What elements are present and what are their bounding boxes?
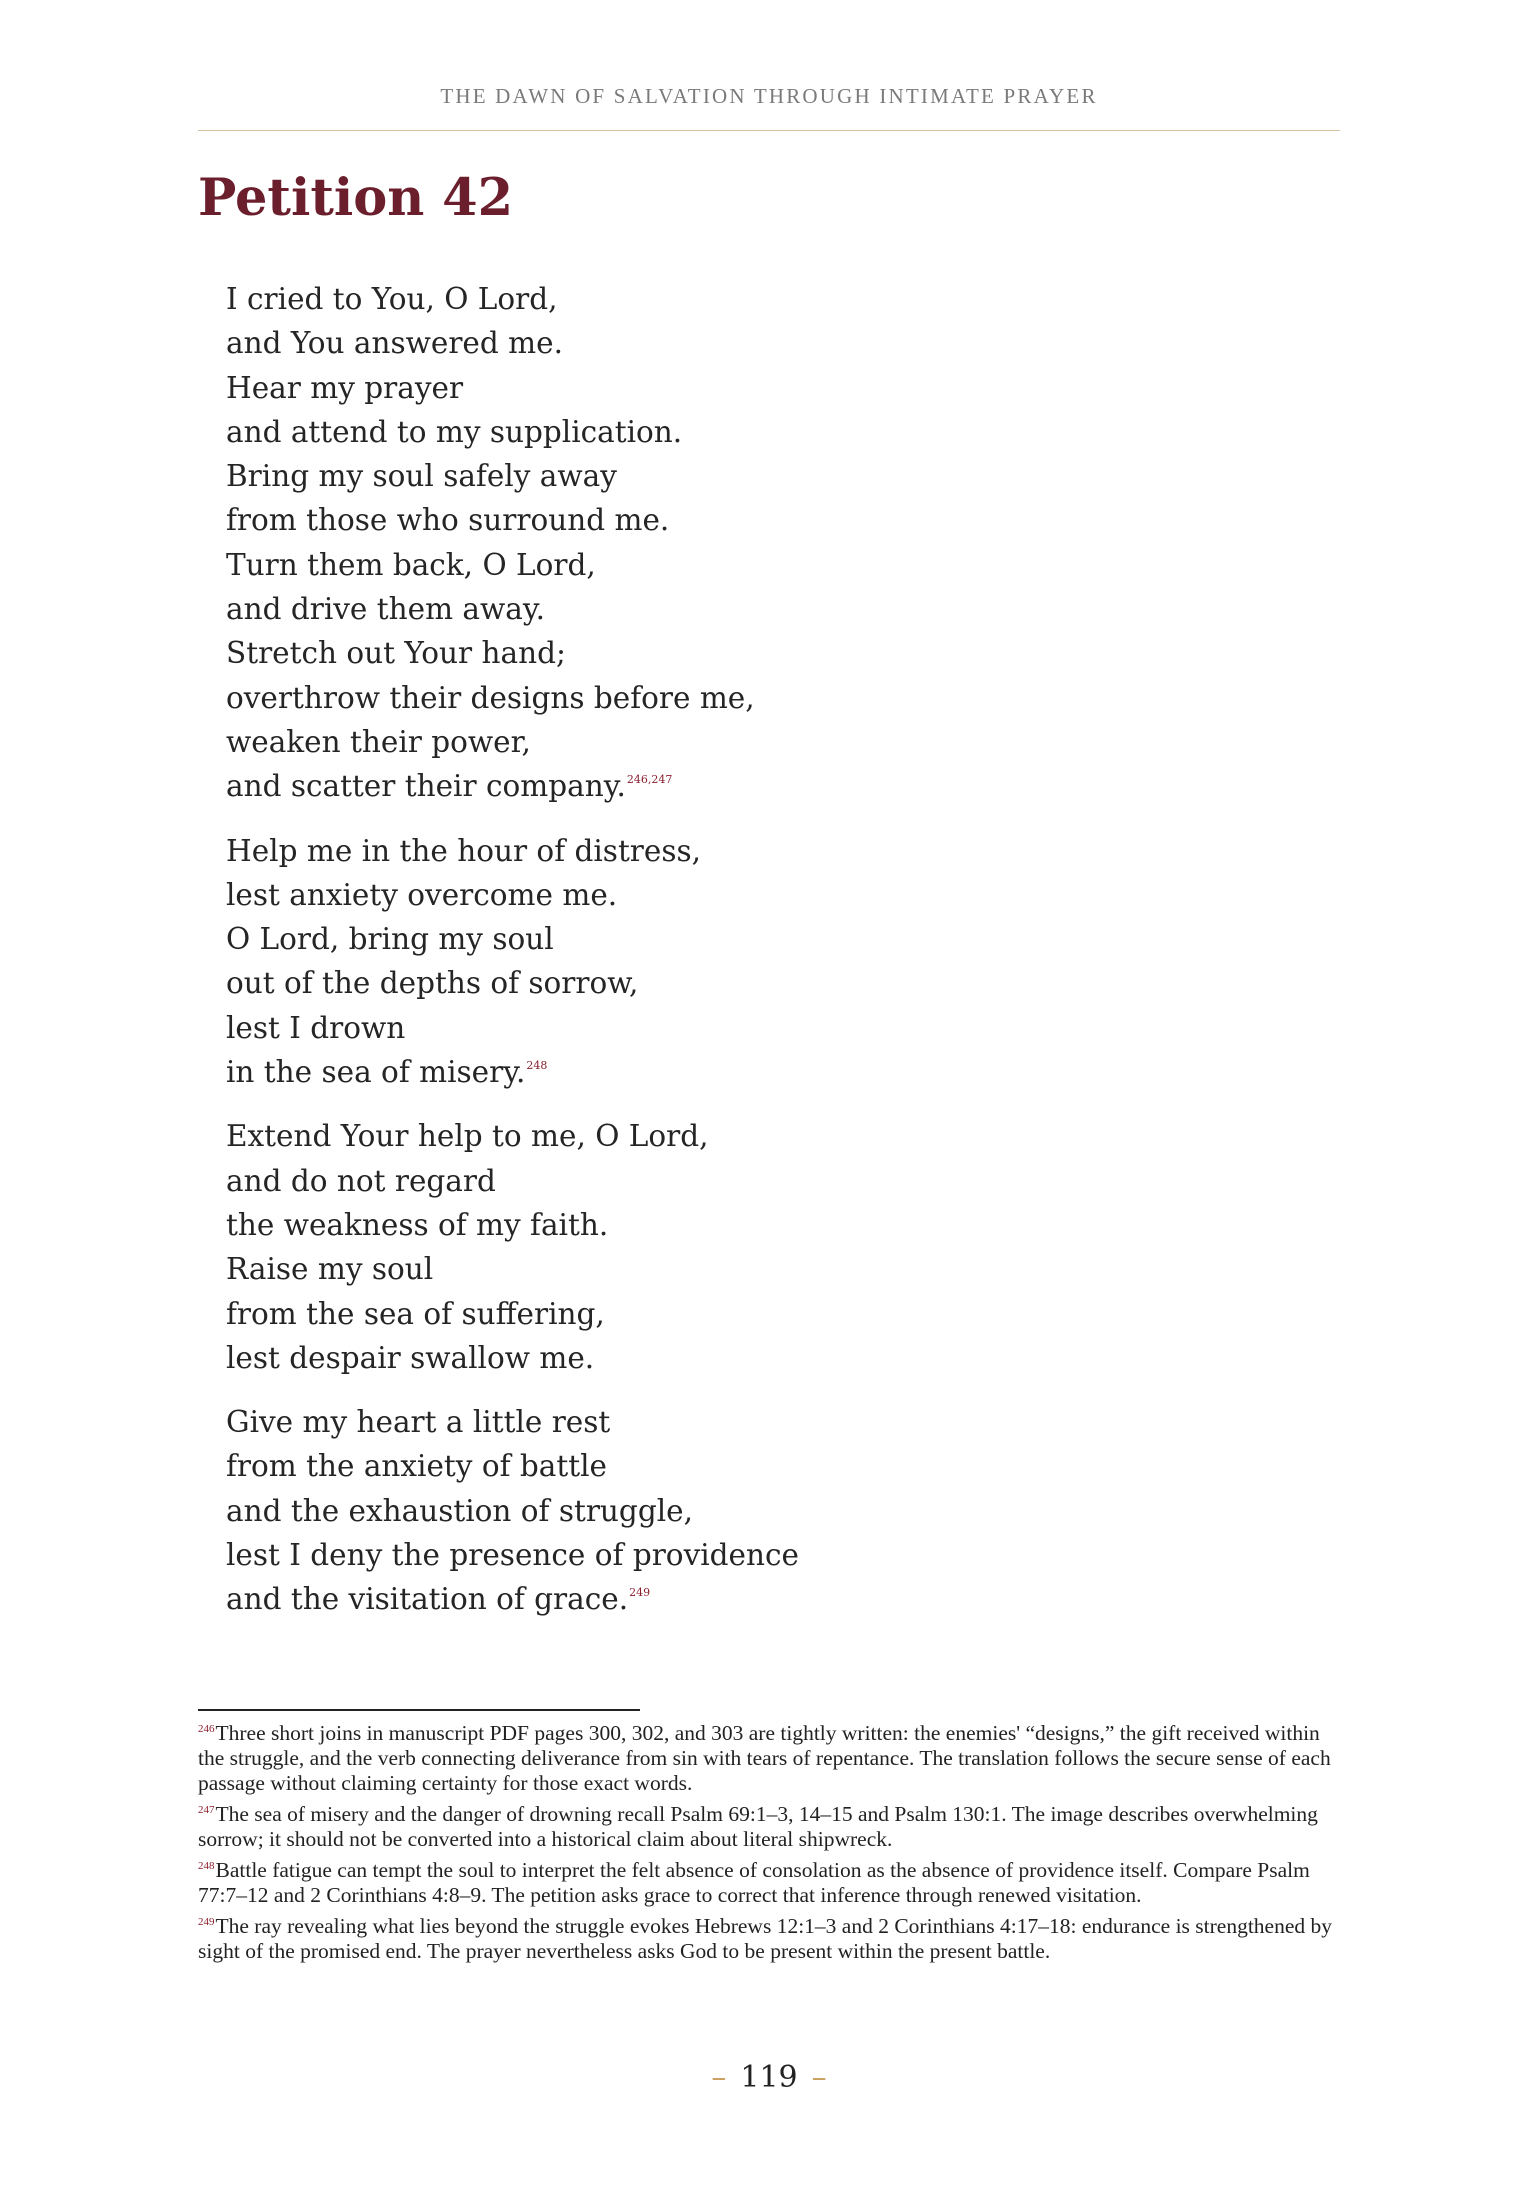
poem-line: Give my heart a little rest bbox=[226, 1405, 611, 1440]
stanza bbox=[226, 277, 1126, 809]
poem-line-text: and scatter their company. bbox=[226, 769, 626, 804]
poem-line-text: in the sea of misery. bbox=[226, 1055, 526, 1090]
page-number-dash-right: – bbox=[811, 2060, 827, 2095]
poem-line: lest I deny the presence of providence bbox=[226, 1538, 799, 1573]
poem-line: weaken their power, bbox=[226, 724, 531, 759]
poem-line: Bring my soul safely away bbox=[226, 459, 617, 494]
poem-line: Extend Your help to me, O Lord, bbox=[226, 1119, 709, 1154]
poem-line: Hear my prayer bbox=[226, 370, 464, 405]
page-number-dash-left: – bbox=[711, 2060, 727, 2095]
poem-line: from the sea of suffering, bbox=[226, 1296, 605, 1331]
poem-line: lest despair swallow me. bbox=[226, 1340, 595, 1375]
page-title: Petition 42 bbox=[198, 168, 514, 228]
poem-line: the weakness of my faith. bbox=[226, 1207, 609, 1242]
footnote bbox=[198, 1858, 1340, 1908]
footnote-text: Three short joins in manuscript PDF pages 300, 302, and 303 are tightly written: the enemies' “designs,” the gift received within the struggle, and the verb connecting deliverance from sin with tears of repentance. The translation follows the secure sense of each passage without claiming certainty for those exact words. bbox=[198, 1721, 1331, 1795]
poem-line: Turn them back, O Lord, bbox=[226, 547, 596, 582]
footnote-number: 246 bbox=[198, 1723, 215, 1735]
stanza bbox=[226, 829, 1126, 1095]
footnote-text: Battle fatigue can tempt the soul to interpret the felt absence of consolation as the absence of providence itself. Compare Psalm 77:7–12 and 2 Corinthians 4:8–9. The petition asks grace to correct that inference through renewed visitation. bbox=[198, 1858, 1310, 1907]
stanza bbox=[226, 1400, 1126, 1621]
poem-line: and drive them away. bbox=[226, 592, 545, 627]
poem-line: Raise my soul bbox=[226, 1252, 434, 1287]
poem-line-with-ref bbox=[226, 1577, 1126, 1621]
footnote-text: The sea of misery and the danger of drowning recall Psalm 69:1–3, 14–15 and Psalm 130:1. The image describes overwhelming sorrow; it should not be converted into a historical claim about literal shipwreck. bbox=[198, 1802, 1318, 1851]
poem-line: and do not regard bbox=[226, 1163, 496, 1198]
footnote-divider bbox=[198, 1709, 640, 1711]
poem-line: from those who surround me. bbox=[226, 503, 670, 538]
footnote-text: The ray revealing what lies beyond the struggle evokes Hebrews 12:1–3 and 2 Corinthians 4:17–18: endurance is strengthened by sight of the promised end. The prayer nevertheless asks God to be present within the present battle. bbox=[198, 1914, 1333, 1963]
poem-line: and the exhaustion of struggle, bbox=[226, 1493, 693, 1528]
running-header: THE DAWN OF SALVATION THROUGH INTIMATE PRAYER bbox=[440, 84, 1098, 108]
footnote-reference[interactable]: 246,247 bbox=[626, 773, 673, 787]
footnote bbox=[198, 1721, 1340, 1796]
poem-line: overthrow their designs before me, bbox=[226, 680, 755, 715]
poem-line: from the anxiety of battle bbox=[226, 1449, 607, 1484]
footnote bbox=[198, 1914, 1340, 1964]
footnote-number: 247 bbox=[198, 1804, 215, 1816]
footnote-number: 249 bbox=[198, 1916, 215, 1928]
poem-line: O Lord, bring my soul bbox=[226, 922, 554, 957]
footnote-reference[interactable]: 249 bbox=[629, 1586, 651, 1600]
poem-line: lest anxiety overcome me. bbox=[226, 877, 618, 912]
footnote-number: 248 bbox=[198, 1860, 215, 1872]
stanza bbox=[226, 1114, 1126, 1380]
footnote bbox=[198, 1802, 1340, 1852]
page-number bbox=[198, 2060, 1340, 2095]
poem-line: and You answered me. bbox=[226, 326, 563, 361]
poem-line-text: and the visitation of grace. bbox=[226, 1582, 629, 1617]
poem-line: Help me in the hour of distress, bbox=[226, 833, 702, 868]
poem-line-with-ref bbox=[226, 764, 1126, 808]
poem-line: out of the depths of sorrow, bbox=[226, 966, 639, 1001]
poem-body bbox=[226, 277, 1126, 1642]
poem-line: lest I drown bbox=[226, 1010, 406, 1045]
header-divider bbox=[198, 130, 1340, 131]
footnote-reference[interactable]: 248 bbox=[526, 1059, 548, 1073]
footnotes bbox=[198, 1721, 1340, 1970]
poem-line: and attend to my supplication. bbox=[226, 414, 683, 449]
poem-line-with-ref bbox=[226, 1050, 1126, 1094]
page-number-value: 119 bbox=[740, 2060, 798, 2095]
poem-line: Stretch out Your hand; bbox=[226, 636, 566, 671]
poem-line: I cried to You, O Lord, bbox=[226, 282, 558, 316]
